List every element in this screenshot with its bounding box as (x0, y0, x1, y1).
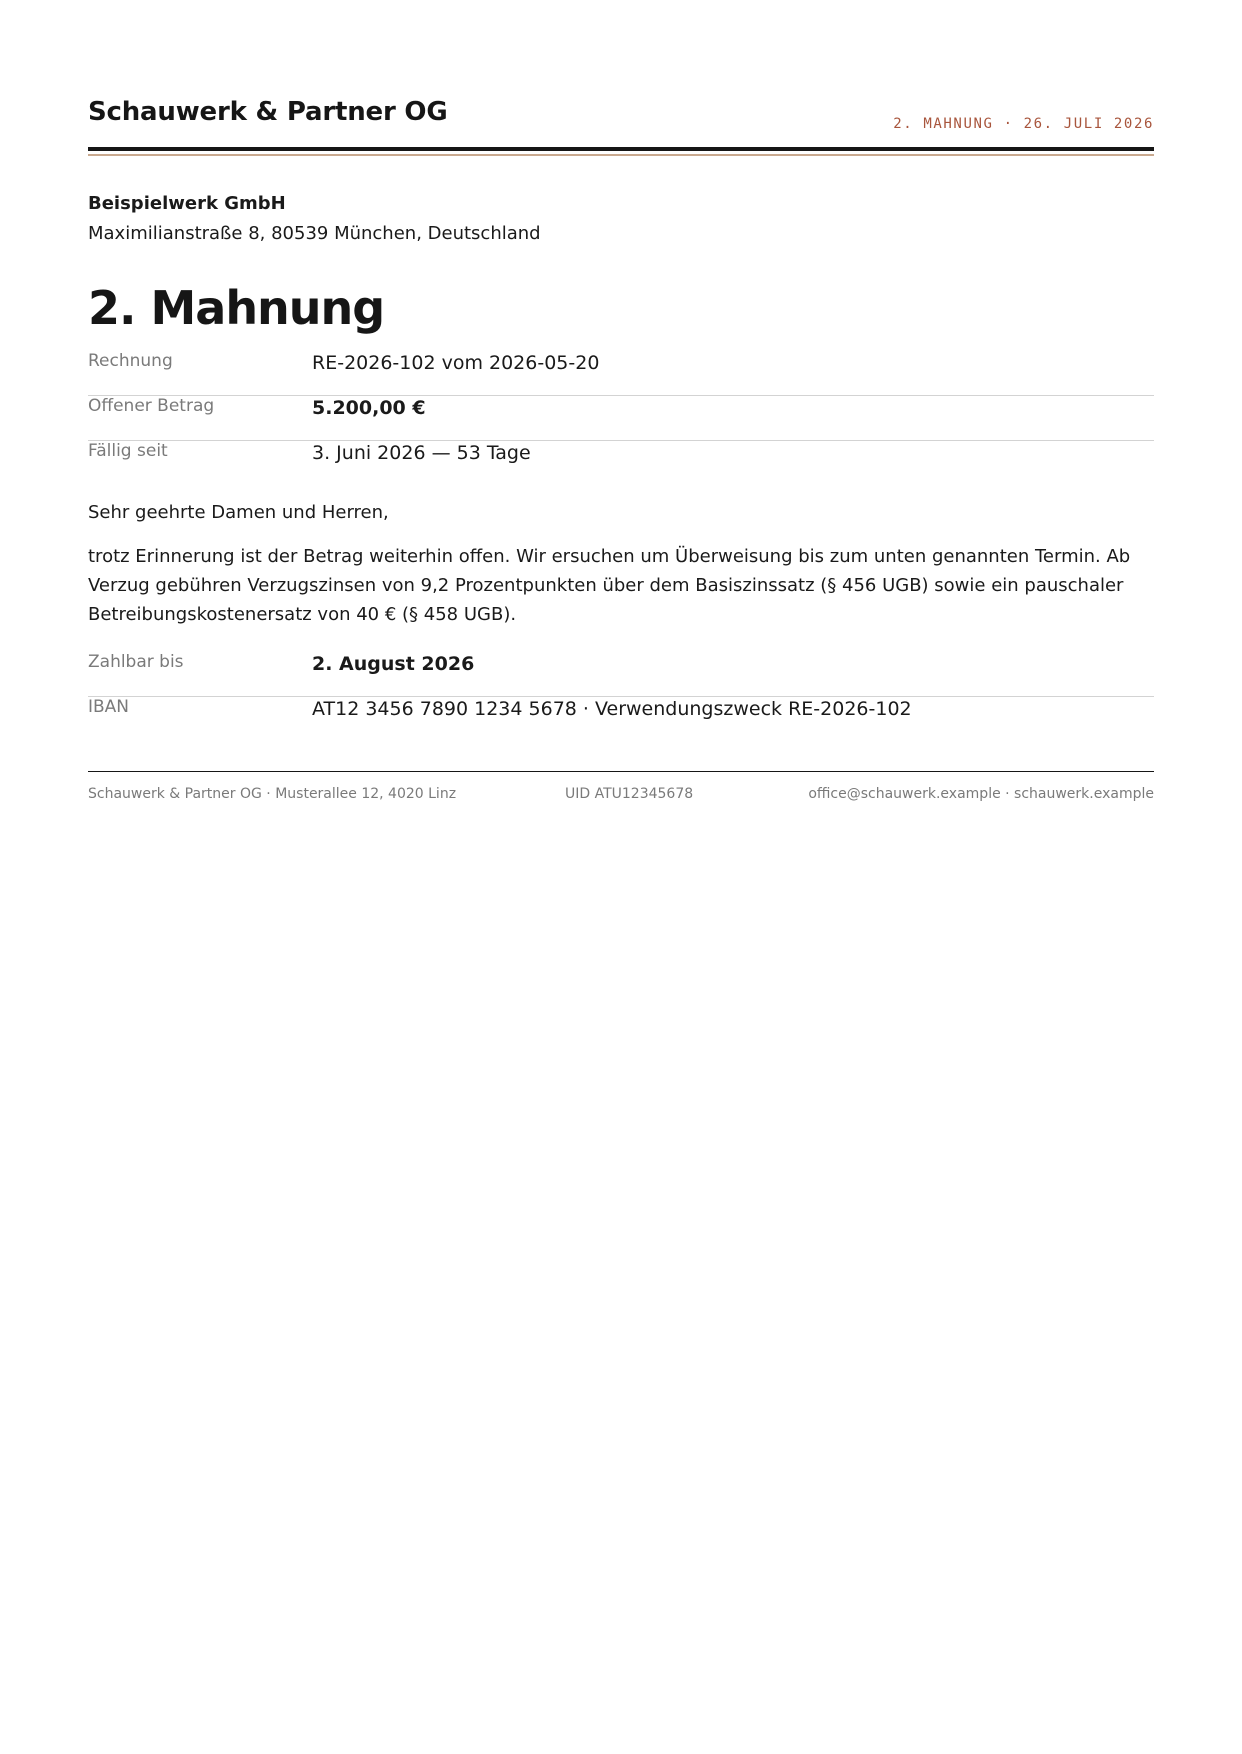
detail-label: Rechnung (88, 351, 173, 371)
document-meta: 2. MAHNUNG · 26. JULI 2026 (893, 116, 1154, 132)
letter-header (88, 0, 1154, 148)
recipient-block (88, 189, 541, 249)
footer-uid: UID ATU12345678 (565, 786, 694, 802)
detail-label: Fällig seit (88, 441, 168, 461)
detail-row-amount (88, 396, 1154, 441)
company-name: Schauwerk & Partner OG (88, 97, 448, 127)
footer-contact: office@schauwerk.example · schauwerk.example (808, 786, 1154, 802)
payment-label: IBAN (88, 697, 130, 717)
page-title: 2. Mahnung (88, 281, 385, 335)
payment-details-table (88, 652, 1154, 742)
header-accent-rule (88, 154, 1154, 156)
salutation: Sehr geehrte Damen und Herren, (88, 502, 389, 523)
payment-iban-value: AT12 3456 7890 1234 5678 · Verwendungszweck RE-2026-102 (312, 698, 912, 720)
payment-deadline-value: 2. August 2026 (312, 653, 475, 675)
recipient-address: Maximilianstraße 8, 80539 München, Deutschland (88, 223, 541, 244)
detail-value: 3. Juni 2026 — 53 Tage (312, 442, 531, 464)
header-rule (88, 147, 1154, 151)
detail-value-amount: 5.200,00 € (312, 397, 426, 419)
detail-row-invoice (88, 351, 1154, 396)
payment-label: Zahlbar bis (88, 652, 184, 672)
detail-value: RE-2026-102 vom 2026-05-20 (312, 352, 600, 374)
payment-row-deadline (88, 652, 1154, 697)
footer-rule (88, 771, 1154, 772)
payment-row-iban (88, 697, 1154, 742)
detail-row-due (88, 441, 1154, 486)
letter-body: trotz Erinnerung ist der Betrag weiterhin offen. Wir ersuchen um Überweisung bis zum unten genannten Termin. Ab Verzug gebühren Verzugszinsen von 9,2 Prozentpunkten über dem Basiszinssatz (§ 456 UGB) sowie ein pauschaler Betreibungskostenersatz von 40 € (§ 458 UGB). (88, 546, 1131, 625)
recipient-name: Beispielwerk GmbH (88, 193, 286, 214)
invoice-details-table (88, 351, 1154, 486)
detail-label: Offener Betrag (88, 396, 215, 416)
footer-address: Schauwerk & Partner OG · Musterallee 12, 4020 Linz (88, 786, 457, 802)
letter-page (88, 0, 1154, 802)
